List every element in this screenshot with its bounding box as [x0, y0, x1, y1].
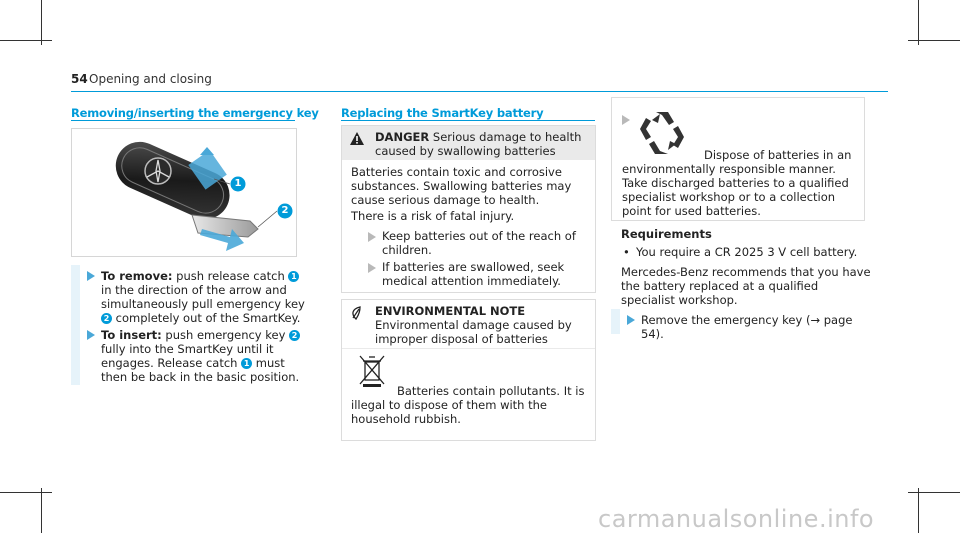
step-text: push emergency key [161, 328, 290, 342]
danger-body: Batteries contain toxic and corrosive substances. Swallowing batteries may cause serious damage to health. [351, 165, 572, 207]
requirement-bullet: • [623, 245, 630, 259]
step-arrow-icon [627, 315, 635, 325]
requirement-item: You require a CR 2025 3 V cell battery. [636, 245, 858, 259]
step-bar [71, 265, 80, 385]
dispose-text [622, 148, 854, 218]
item-1-badge: 1 [241, 358, 252, 369]
smartkey-image [72, 129, 296, 256]
section-title-battery: Replacing the SmartKey battery [341, 106, 544, 120]
running-header: Opening and closing [89, 72, 212, 86]
item-2-badge: 2 [101, 313, 112, 324]
watermark: carmanualsonline.info [598, 505, 875, 533]
environment-label: ENVIRONMENTAL NOTE [375, 304, 526, 318]
crop-mark [0, 492, 52, 493]
crop-mark [0, 40, 52, 41]
environment-icon [350, 306, 362, 320]
environment-text: Batteries contain pollutants. It is illegal to dispose of them with the household rubbish. [351, 384, 585, 426]
dispose-body: Dispose of batteries in an environmentally responsible manner. Take discharged batteries to a qualified specialist workshop or to a collection point for used batteries. [622, 148, 852, 218]
crop-mark [41, 488, 42, 533]
key-illustration [71, 128, 297, 257]
callout-1-label: 1 [234, 178, 242, 189]
step-text: must then be back in the basic position. [101, 356, 300, 384]
step-arrow-icon [622, 115, 630, 125]
step-arrow-icon [368, 263, 376, 273]
step-label: To insert: [101, 328, 162, 342]
section-rule [341, 120, 595, 121]
step-remove [101, 269, 306, 325]
crop-mark [908, 492, 960, 493]
page-link[interactable]: page 54). [641, 313, 853, 341]
danger-heading [375, 130, 585, 158]
danger-title: Serious damage to health caused by swallowing batteries [375, 130, 582, 158]
danger-label: DANGER [375, 130, 430, 144]
step-insert [101, 328, 306, 384]
requirements-title: Requirements [621, 227, 712, 241]
danger-step-2: If batteries are swallowed, seek medical attention immediately. [382, 260, 565, 288]
callout-2-label: 2 [281, 205, 289, 216]
warning-triangle-icon [350, 132, 364, 145]
environment-title: Environmental damage caused by improper disposal of batteries [375, 318, 572, 346]
step-text: in the direction of the arrow and simultaneously pull emergency key [101, 283, 305, 311]
step-text: push release catch [172, 269, 289, 283]
item-1-badge: 1 [288, 271, 299, 282]
step-arrow-icon [87, 330, 95, 340]
step-text: completely out of the SmartKey. [112, 311, 301, 325]
item-2-badge: 2 [289, 330, 300, 341]
page-number: 54 [71, 72, 88, 86]
crop-mark [41, 0, 42, 45]
step-bar [611, 309, 620, 334]
step-arrow-icon [368, 232, 376, 242]
crossed-bin-icon [358, 354, 386, 388]
crop-mark [918, 488, 919, 533]
environment-heading [375, 304, 587, 346]
crop-mark [918, 0, 919, 45]
section-title-emergency-key: Removing/inserting the emergency key [71, 106, 319, 120]
danger-risk: There is a risk of fatal injury. [351, 209, 515, 223]
step-arrow-icon [87, 271, 95, 281]
header-rule [71, 91, 888, 92]
recommendation-text: Mercedes-Benz recommends that you have the battery replaced at a qualified specialist workshop. [621, 265, 871, 307]
step-text: fully into the SmartKey until it engages. Release catch [101, 342, 274, 370]
reference-arrow: → [810, 313, 821, 327]
step-text: Remove the emergency key ( [641, 313, 811, 327]
dispose-box [611, 97, 865, 221]
step-remove-key [641, 313, 871, 341]
crop-mark [908, 40, 960, 41]
danger-step-1: Keep batteries out of the reach of children. [382, 229, 576, 257]
environment-box [341, 299, 596, 441]
danger-box [341, 125, 596, 293]
environment-body [351, 384, 586, 426]
section-rule [71, 120, 295, 121]
step-label: To remove: [101, 269, 173, 283]
